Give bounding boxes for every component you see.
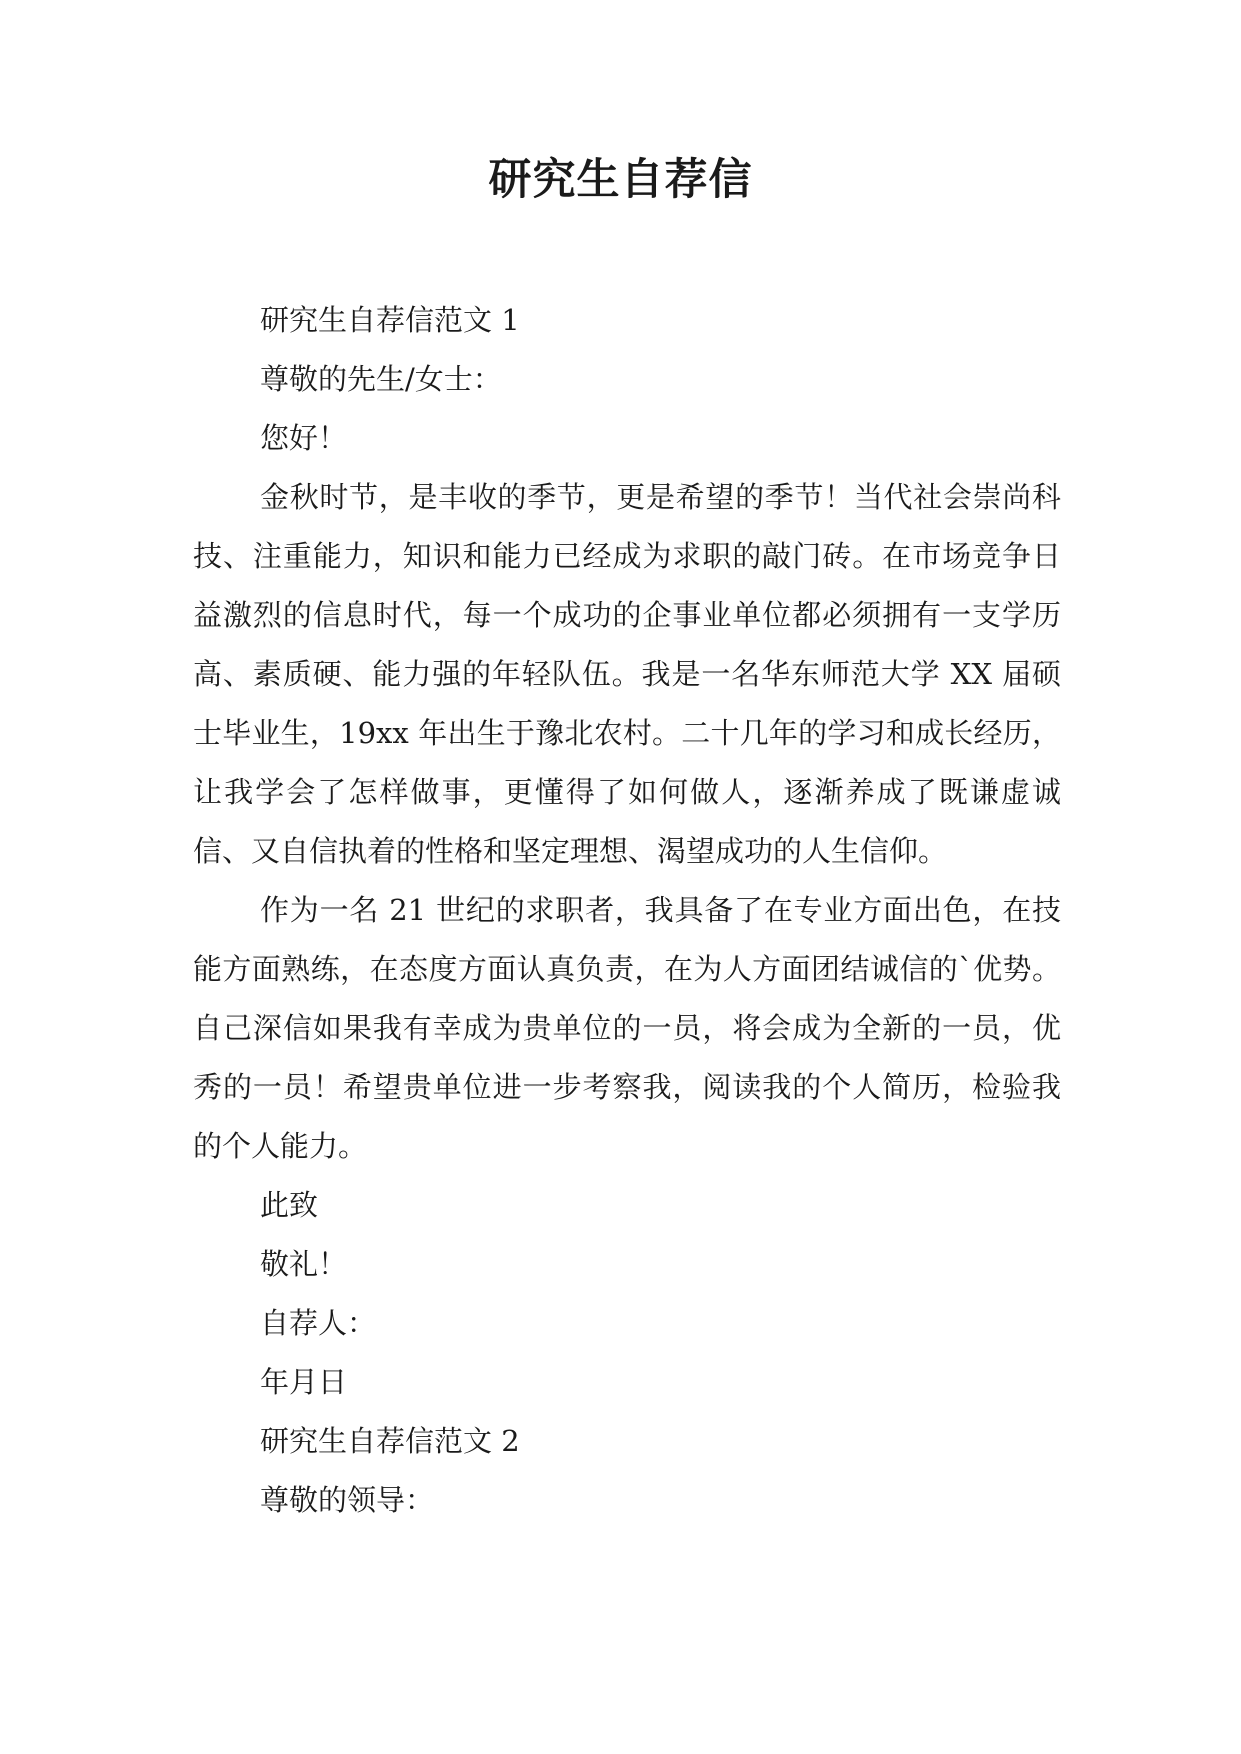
closing-line-2: 敬礼！ (260, 1247, 348, 1281)
body-paragraph-2: 作为一名 21 世纪的求职者，我具备了在专业方面出色，在技能方面熟练，在态度方面认真负责，在为人方面团结诚信的`优势。自己深信如果我有幸成为贵单位的一员，将会成为全新的一员，优秀的一员！希望贵单位进一步考察我，阅读我的个人简历，检验我的个人能力。 (193, 893, 1061, 1163)
document-body (193, 291, 1061, 1530)
closing-line-1: 此致 (260, 1188, 319, 1222)
body-paragraph-1: 金秋时节，是丰收的季节，更是希望的季节！当代社会崇尚科技、注重能力，知识和能力已经成为求职的敲门砖。在市场竞争日益激烈的信息时代，每一个成功的企事业单位都必须拥有一支学历高、素质硬、能力强的年轻队伍。我是一名华东师范大学 XX 届硕士毕业生，19xx 年出生于豫北农村。二十几年的学习和成长经历，让我学会了怎样做事，更懂得了如何做人，逐渐养成了既谦虚诚信、又自信执着的性格和坚定理想、渴望成功的人生信仰。 (193, 480, 1061, 868)
sample-heading-1: 研究生自荐信范文 1 (260, 303, 520, 337)
date-label: 年月日 (260, 1365, 348, 1399)
salutation-2: 尊敬的领导： (260, 1483, 435, 1517)
greeting: 您好！ (260, 421, 348, 455)
salutation-1: 尊敬的先生/女士： (260, 362, 502, 396)
document-title: 研究生自荐信 (488, 155, 753, 205)
sample-heading-2: 研究生自荐信范文 2 (260, 1424, 520, 1458)
signature-label: 自荐人： (260, 1306, 377, 1340)
